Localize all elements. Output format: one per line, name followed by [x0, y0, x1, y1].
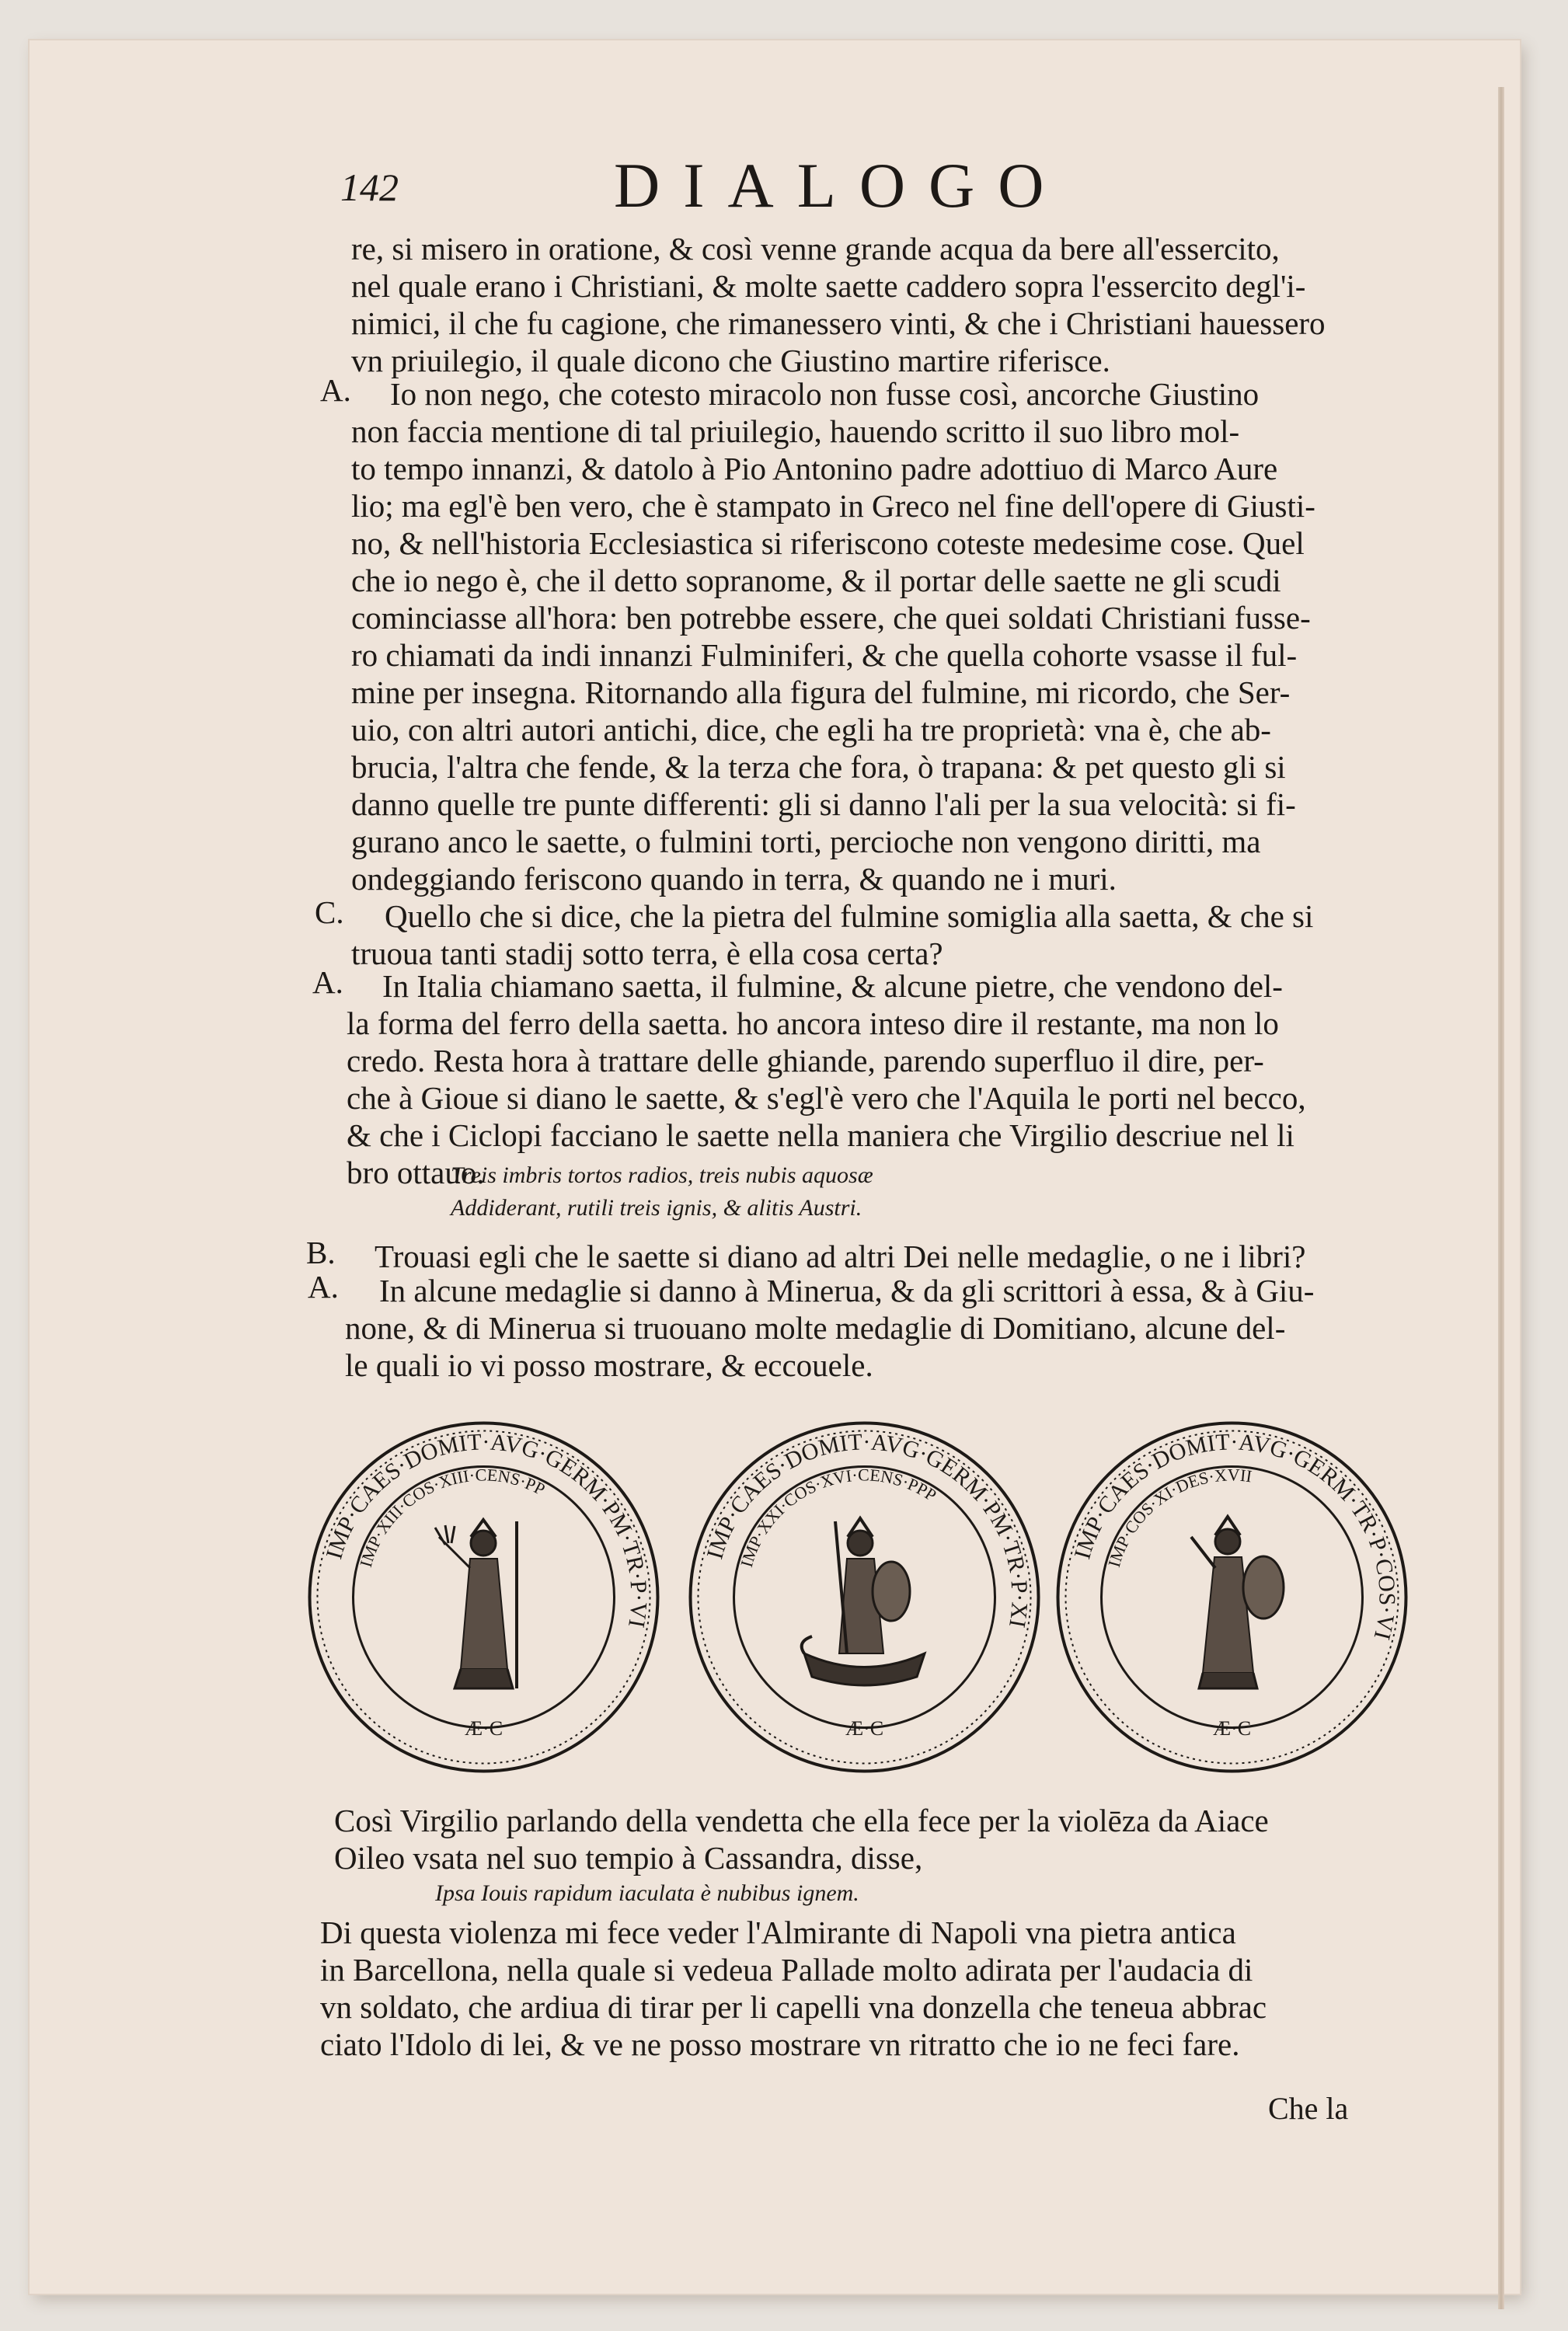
text-line: nel quale erano i Christiani, & molte saette caddero sopra l'essercito degl'i-: [351, 268, 1306, 304]
text-line: bro ottauo.: [347, 1155, 485, 1190]
latin-verse-line: Addiderant, rutili treis ignis, & alitis Austri.: [451, 1195, 862, 1221]
coin-outer-legend: IMP·CAES·DOMIT·AVG·GERM·PM·TR·P·VI: [321, 1429, 652, 1630]
coin-inner-legend: IMP·COS·XI·DES·XVII: [1103, 1465, 1253, 1570]
speaker-label: B.: [306, 1235, 336, 1270]
text-line: brucia, l'altra che fende, & la terza che fora, ò trapana: & pet questo gli si: [351, 749, 1286, 785]
text-line: Io non nego, che cotesto miracolo non fusse così, ancorche Giustino: [390, 376, 1260, 412]
coin-medal-1: [307, 1420, 660, 1774]
text-line: che à Gioue si diano le saette, & s'egl'è vero che l'Aquila le porti nel becco,: [347, 1080, 1306, 1116]
speaker-label: A.: [312, 964, 343, 1000]
text-line: gurano anco le saette, o fulmini torti, percioche non vengono diritti, ma: [351, 824, 1261, 859]
coin-exergue: Æ·C: [845, 1717, 884, 1740]
text-line: le quali io vi posso mostrare, & eccouele.: [345, 1347, 873, 1383]
text-line: nimici, il che fu cagione, che rimanessero vinti, & che i Christiani hauessero: [351, 305, 1326, 341]
running-title: DIALOGO: [614, 150, 1068, 221]
text-line: Di questa violenza mi fece veder l'Almirante di Napoli vna pietra antica: [320, 1915, 1236, 1950]
page-number: 142: [340, 166, 399, 209]
coin-medal-2: [688, 1420, 1041, 1774]
text-line: danno quelle tre punte differenti: gli si danno l'ali per la sua velocità: si fi-: [351, 786, 1296, 822]
text-line: uio, con altri autori antichi, dice, che egli ha tre proprietà: vna è, che ab-: [351, 712, 1271, 747]
minerva-on-ship-icon: [802, 1518, 925, 1685]
text-line: ondeggiando feriscono quando in terra, & quando ne i muri.: [351, 861, 1117, 897]
text-line: In Italia chiamano saetta, il fulmine, & alcune pietre, che vendono del-: [382, 968, 1283, 1004]
speaker-label: A.: [308, 1269, 339, 1305]
page-header: [340, 149, 1428, 219]
text-line: ro chiamati da indi innanzi Fulminiferi, & che quella cohorte vsasse il ful-: [351, 637, 1298, 673]
text-line: la forma del ferro della saetta. ho ancora inteso dire il restante, ma non lo: [347, 1005, 1279, 1041]
text-line: vn priuilegio, il quale dicono che Giustino martire riferisce.: [351, 343, 1110, 378]
coin-inner-legend: IMP·XXI·COS·XVI·CENS·PPP: [736, 1465, 940, 1570]
text-line: ciato l'Idolo di lei, & ve ne posso mostrare vn ritratto che io ne feci fare.: [320, 2026, 1240, 2062]
coin-medal-3: [1055, 1420, 1409, 1774]
text-line: vn soldato, che ardiua di tirar per li capelli vna donzella che teneua abbrac: [320, 1989, 1267, 2025]
coin-outer-legend: IMP·CAES·DOMIT·AVG·GERM·PM·TR·P·XI: [702, 1429, 1033, 1630]
text-line: In alcune medaglie si danno à Minerua, & da gli scrittori à essa, & à Giu-: [379, 1273, 1315, 1308]
text-line: mine per insegna. Ritornando alla figura del fulmine, mi ricordo, che Ser-: [351, 674, 1291, 710]
minerva-with-shield-icon: [1191, 1517, 1284, 1688]
text-line: & che i Ciclopi facciano le saette nella maniera che Virgilio descriue nel li: [347, 1117, 1294, 1153]
text-line: none, & di Minerua si truouano molte medaglie di Domitiano, alcune del-: [345, 1310, 1286, 1346]
speaker-label: A.: [320, 372, 351, 408]
text-line: che io nego è, che il detto sopranome, & il portar delle saette ne gli scudi: [351, 563, 1281, 598]
minerva-figure-icon: [435, 1520, 517, 1688]
coin-exergue: Æ·C: [464, 1717, 504, 1740]
text-line: in Barcellona, nella quale si vedeua Pallade molto adirata per l'audacia di: [320, 1952, 1253, 1988]
coin-outer-legend: IMP·CAES·DOMIT·AVG·GERM·TR·P·COS·VI: [1069, 1429, 1400, 1643]
catchword: Che la: [1268, 2091, 1349, 2126]
coin-inner-legend: IMP·XIII·COS·XIII·CENS·PP: [355, 1465, 549, 1570]
text-line: Trouasi egli che le saette si diano ad altri Dei nelle medaglie, o ne i libri?: [375, 1239, 1306, 1274]
text-line: Così Virgilio parlando della vendetta che ella fece per la violēza da Aiace: [334, 1803, 1269, 1838]
text-line: Oileo vsata nel suo tempio à Cassandra, disse,: [334, 1840, 923, 1876]
text-line: credo. Resta hora à trattare delle ghiande, parendo superfluo il dire, per-: [347, 1043, 1264, 1078]
text-line: truoua tanti stadij sotto terra, è ella cosa certa?: [351, 936, 943, 971]
text-line: non faccia mentione di tal priuilegio, hauendo scritto il suo libro mol-: [351, 413, 1240, 449]
text-line: lio; ma egl'è ben vero, che è stampato in Greco nel fine dell'opere di Giusti-: [351, 488, 1315, 524]
latin-verse-line: Ipsa Iouis rapidum iaculata è nubibus ignem.: [435, 1880, 859, 1906]
coin-exergue: Æ·C: [1212, 1717, 1252, 1740]
text-line: Quello che si dice, che la pietra del fulmine somiglia alla saetta, & che si: [385, 898, 1314, 934]
text-line: re, si misero in oratione, & così venne grande acqua da bere all'essercito,: [351, 231, 1280, 267]
latin-verse-line: Treis imbris tortos radios, treis nubis aquosæ: [451, 1162, 873, 1188]
text-line: no, & nell'historia Ecclesiastica si riferiscono coteste medesime cose. Quel: [351, 525, 1305, 561]
text-line: cominciasse all'hora: ben potrebbe essere, che quei soldati Christiani fusse-: [351, 600, 1311, 636]
text-line: to tempo innanzi, & datolo à Pio Antonino padre adottiuo di Marco Aure: [351, 451, 1278, 486]
speaker-label: C.: [315, 894, 344, 930]
page-spine-edge: [1498, 87, 1504, 2309]
